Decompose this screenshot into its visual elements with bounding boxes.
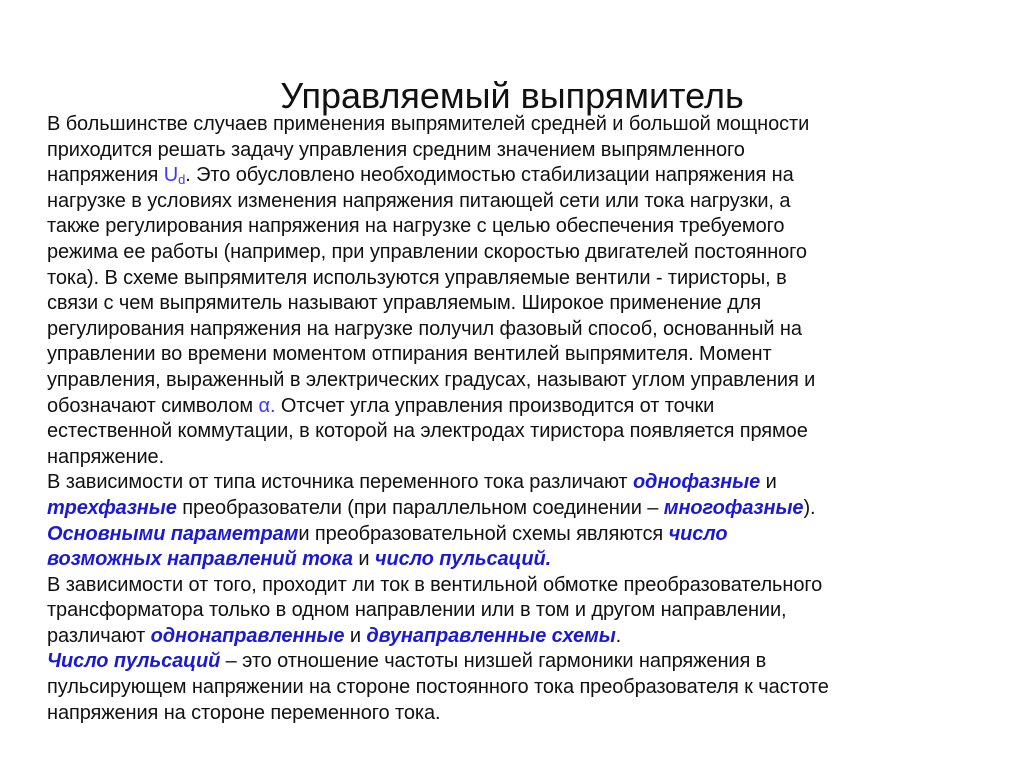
segment-text: также регулирования напряжения на нагрузке с целью обеспечения требуемого xyxy=(47,215,785,238)
text-segment xyxy=(47,446,164,468)
highlighted-term xyxy=(47,548,353,570)
segment-text: . Это обусловлено необходимостью стабилизации напряжения на xyxy=(185,164,794,187)
text-line xyxy=(47,163,987,189)
text-segment xyxy=(47,343,772,365)
segment-text: многофазные xyxy=(663,496,804,519)
segment-text: В большинстве случаев применения выпрямителей средней и большой мощности xyxy=(47,113,810,135)
text-line xyxy=(47,675,987,701)
highlighted-term xyxy=(151,625,345,647)
text-line xyxy=(47,317,987,343)
symbol xyxy=(259,395,276,417)
highlighted-term xyxy=(375,548,551,570)
text-segment xyxy=(275,395,714,417)
text-line xyxy=(47,138,987,164)
text-line xyxy=(47,266,987,292)
text-segment xyxy=(616,625,621,647)
slide-body-text xyxy=(47,112,987,726)
text-line xyxy=(47,189,987,215)
text-segment xyxy=(47,267,787,289)
text-line xyxy=(47,445,987,471)
segment-text: и преобразовательной схемы являются xyxy=(298,522,669,545)
segment-text: ). xyxy=(803,496,816,519)
text-segment xyxy=(185,164,793,186)
text-segment xyxy=(803,497,815,519)
text-segment xyxy=(47,292,761,314)
segment-text: тока). В схеме выпрямителя используются управляемые вентили - тиристоры, в xyxy=(47,266,787,289)
segment-text: напряжения на стороне переменного тока. xyxy=(47,701,441,724)
segment-text: управления, выраженный в электрических градусах, называют углом управления и xyxy=(47,368,816,391)
segment-text: В зависимости от типа источника переменного тока различают xyxy=(47,471,633,494)
highlighted-term xyxy=(366,625,615,647)
segment-text: Отсчет угла управления производится от точки xyxy=(275,394,715,417)
text-line xyxy=(47,419,987,445)
text-line xyxy=(47,649,987,675)
segment-text: преобразователи (при параллельном соединении – xyxy=(176,496,664,519)
segment-text: возможных направлений тока xyxy=(47,548,353,571)
text-segment xyxy=(47,574,822,596)
segment-text: напряжение. xyxy=(47,445,165,468)
subscript: d xyxy=(178,172,186,188)
text-line xyxy=(47,701,987,727)
highlighted-term xyxy=(664,497,804,519)
text-segment xyxy=(47,625,151,647)
text-segment xyxy=(298,523,668,545)
segment-text: В зависимости от того, проходит ли ток в вентильной обмотке преобразовательного xyxy=(47,573,823,596)
segment-text: напряжения xyxy=(47,164,164,187)
highlighted-term xyxy=(633,471,760,493)
text-segment xyxy=(47,676,829,698)
text-line xyxy=(47,573,987,599)
segment-text: и xyxy=(352,548,375,571)
segment-text: Число пульсаций xyxy=(47,650,221,673)
highlighted-term xyxy=(669,523,728,545)
text-segment xyxy=(47,395,259,417)
text-segment xyxy=(47,471,633,493)
text-segment xyxy=(47,113,809,135)
segment-text: управлении во времени моментом отпирания вентилей выпрямителя. Момент xyxy=(47,343,772,366)
slide-title: Управляемый выпрямитель xyxy=(280,75,744,117)
text-line xyxy=(47,112,987,138)
segment-text: обозначают символом xyxy=(47,394,259,417)
text-segment xyxy=(47,420,808,442)
highlighted-term xyxy=(47,650,220,672)
segment-text: регулирования напряжения на нагрузке получил фазовый способ, основанный на xyxy=(47,317,802,340)
highlighted-term xyxy=(47,497,177,519)
segment-text: трансформатора только в одном направлении или в том и другом направлении, xyxy=(47,599,787,622)
segment-text: связи с чем выпрямитель называют управляемым. Широкое применение для xyxy=(47,292,762,315)
text-line xyxy=(47,496,987,522)
highlighted-term xyxy=(47,523,298,545)
segment-text: α. xyxy=(258,394,276,417)
segment-text: однофазные xyxy=(632,471,761,494)
text-line xyxy=(47,394,987,420)
text-segment xyxy=(47,318,802,340)
text-line xyxy=(47,624,987,650)
text-segment xyxy=(760,471,777,493)
segment-text: естественной коммутации, в которой на электродах тиристора появляется прямое xyxy=(47,420,808,443)
segment-text: приходится решать задачу управления средним значением выпрямленного xyxy=(47,138,745,161)
text-line xyxy=(47,522,987,548)
text-segment xyxy=(177,497,664,519)
text-segment xyxy=(344,625,366,647)
text-line xyxy=(47,214,987,240)
text-segment xyxy=(47,164,164,186)
text-line xyxy=(47,342,987,368)
segment-text: двунаправленные схемы xyxy=(366,624,616,647)
text-segment xyxy=(353,548,375,570)
segment-text: и xyxy=(344,624,367,647)
text-segment xyxy=(47,702,440,724)
segment-text: U xyxy=(163,164,179,187)
text-line xyxy=(47,240,987,266)
segment-text: число xyxy=(668,522,728,545)
symbol xyxy=(164,164,185,186)
segment-text: нагрузке в условиях изменения напряжения питающей сети или тока нагрузки, а xyxy=(47,189,791,212)
text-segment xyxy=(47,241,807,263)
segment-text: Основными параметрам xyxy=(47,522,299,545)
text-segment xyxy=(47,190,790,212)
segment-text: число пульсаций. xyxy=(374,548,552,571)
text-segment xyxy=(47,599,787,621)
segment-text: однонаправленные xyxy=(150,624,345,647)
text-line xyxy=(47,470,987,496)
segment-text: – это отношение частоты низшей гармоники напряжения в xyxy=(220,650,767,673)
text-line xyxy=(47,598,987,624)
segment-text: и xyxy=(760,471,777,494)
segment-text: . xyxy=(615,624,622,647)
segment-text: различают xyxy=(47,624,151,647)
text-line xyxy=(47,291,987,317)
text-line xyxy=(47,547,987,573)
text-line xyxy=(47,368,987,394)
segment-text: режима ее работы (например, при управлении скоростью двигателей постоянного xyxy=(47,240,807,263)
segment-text: трехфазные xyxy=(47,496,177,519)
segment-text: пульсирующем напряжении на стороне постоянного тока преобразователя к частоте xyxy=(47,676,829,699)
text-segment xyxy=(220,650,766,672)
text-segment xyxy=(47,369,815,391)
text-segment xyxy=(47,215,784,237)
text-segment xyxy=(47,139,745,161)
